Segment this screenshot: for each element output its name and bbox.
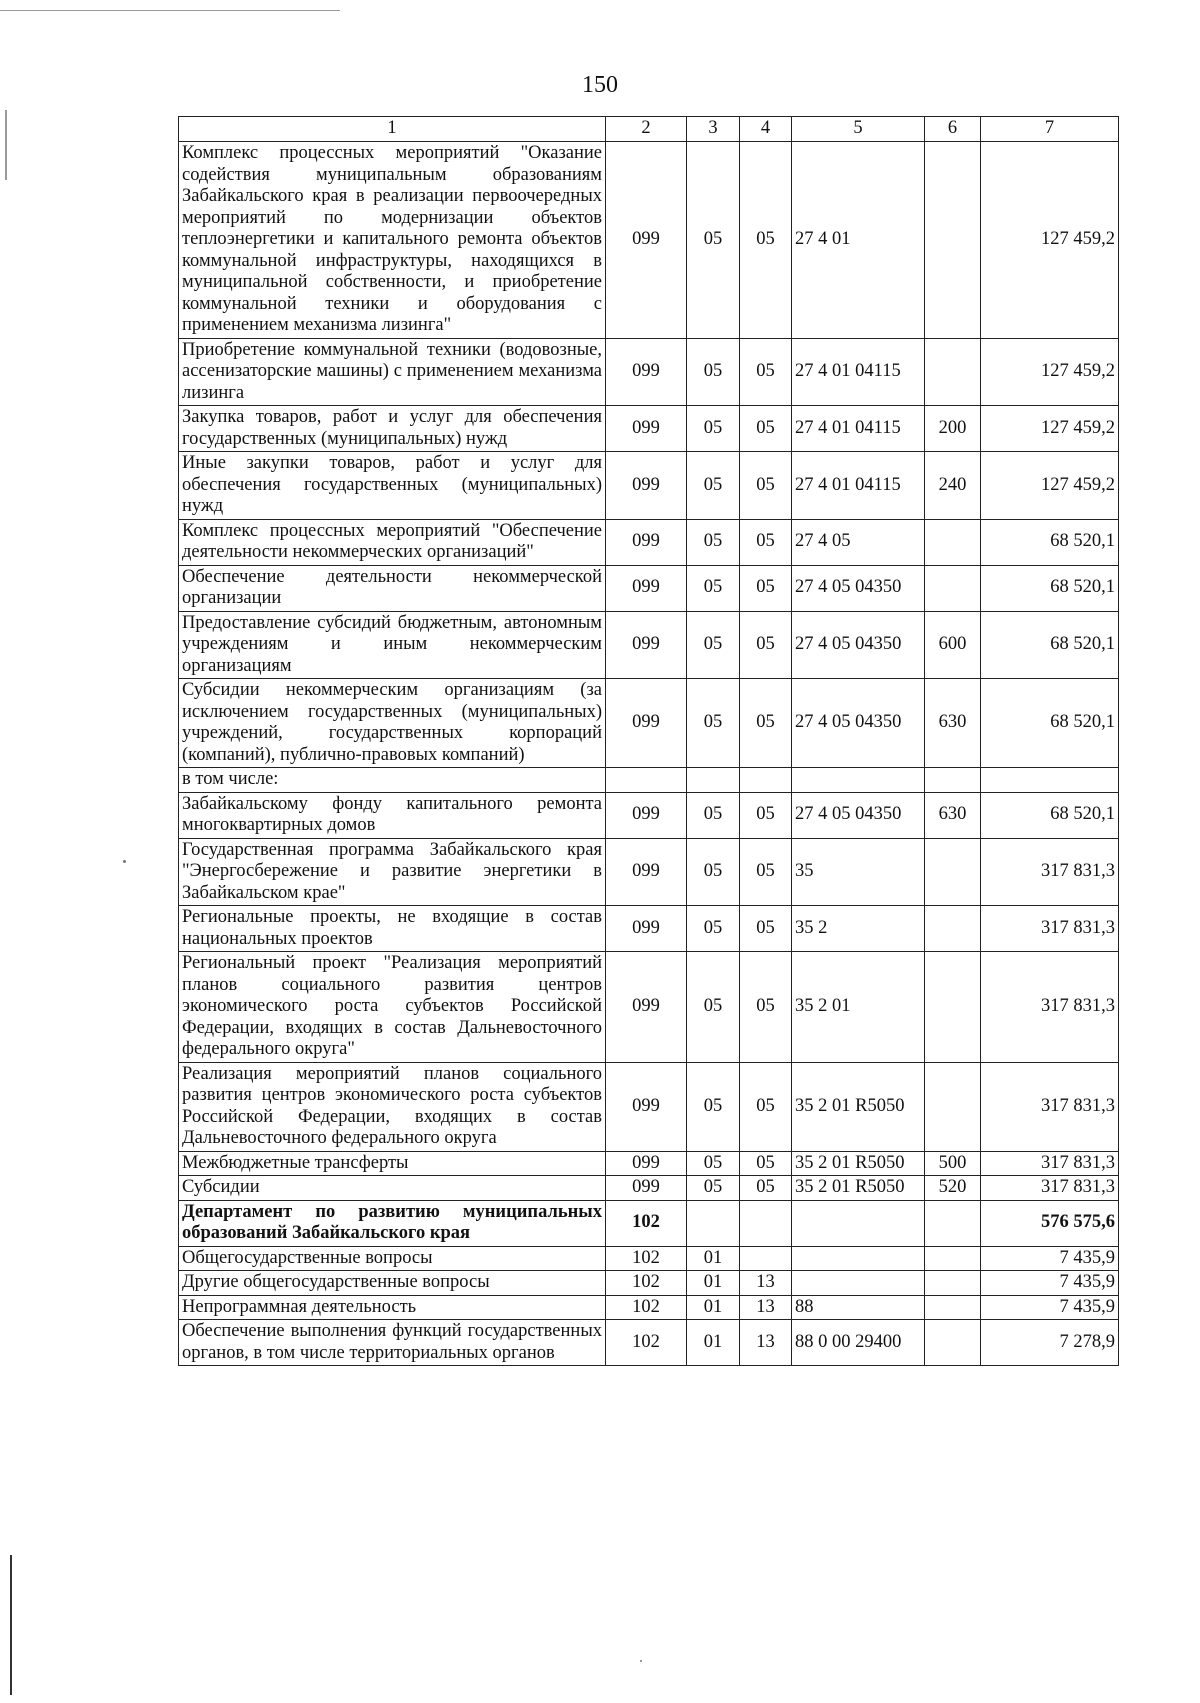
table-row — [179, 142, 1119, 339]
amount-cell: 7 435,9 — [981, 1271, 1119, 1296]
target-article-cell: 27 4 05 04350 — [792, 792, 925, 838]
target-article-cell: 27 4 05 04350 — [792, 565, 925, 611]
expense-type-cell: 200 — [925, 406, 981, 452]
target-article-cell: 27 4 01 04115 — [792, 338, 925, 406]
expense-type-cell — [925, 1246, 981, 1271]
section-code-cell: 01 — [687, 1246, 740, 1271]
subsection-code-cell: 13 — [740, 1271, 792, 1296]
table-row — [179, 838, 1119, 906]
page-number: 150 — [582, 72, 618, 98]
amount-cell: 317 831,3 — [981, 1062, 1119, 1151]
row-name-cell: в том числе: — [179, 768, 606, 793]
scan-speck — [640, 1660, 642, 1662]
table-row — [179, 679, 1119, 768]
amount-cell: 68 520,1 — [981, 519, 1119, 565]
department-code-cell: 102 — [606, 1320, 687, 1366]
department-code-cell: 099 — [606, 838, 687, 906]
subsection-code-cell: 05 — [740, 838, 792, 906]
row-name-cell: Субсидии — [179, 1176, 606, 1201]
department-code-cell: 099 — [606, 952, 687, 1063]
row-name-cell: Забайкальскому фонду капитального ремонта многоквартирных домов — [179, 792, 606, 838]
department-code-cell: 099 — [606, 1062, 687, 1151]
subsection-code-cell: 05 — [740, 452, 792, 520]
row-name-cell: Приобретение коммунальной техники (водовозные, ассенизаторские машины) с применением механизма лизинга — [179, 338, 606, 406]
section-code-cell: 05 — [687, 565, 740, 611]
column-header: 6 — [925, 117, 981, 142]
table-row — [179, 792, 1119, 838]
section-code-cell: 05 — [687, 406, 740, 452]
subsection-code-cell — [740, 768, 792, 793]
subsection-code-cell: 13 — [740, 1295, 792, 1320]
section-code-cell: 05 — [687, 679, 740, 768]
expense-type-cell: 240 — [925, 452, 981, 520]
department-code-cell: 102 — [606, 1246, 687, 1271]
table-row — [179, 611, 1119, 679]
row-name-cell: Иные закупки товаров, работ и услуг для обеспечения государственных (муниципальных) нужд — [179, 452, 606, 520]
department-code-cell: 102 — [606, 1200, 687, 1246]
expense-type-cell: 600 — [925, 611, 981, 679]
table-row — [179, 406, 1119, 452]
target-article-cell: 35 — [792, 838, 925, 906]
subsection-code-cell: 05 — [740, 1062, 792, 1151]
expense-type-cell: 630 — [925, 679, 981, 768]
expense-type-cell — [925, 519, 981, 565]
section-code-cell: 05 — [687, 792, 740, 838]
amount-cell: 68 520,1 — [981, 792, 1119, 838]
subsection-code-cell: 05 — [740, 611, 792, 679]
subsection-code-cell: 05 — [740, 792, 792, 838]
amount-cell: 68 520,1 — [981, 679, 1119, 768]
expense-type-cell — [925, 906, 981, 952]
department-code-cell: 099 — [606, 406, 687, 452]
section-code-cell — [687, 1200, 740, 1246]
scan-edge-line-left-lower — [10, 1555, 12, 1695]
amount-cell: 7 435,9 — [981, 1295, 1119, 1320]
amount-cell: 317 831,3 — [981, 906, 1119, 952]
department-code-cell: 099 — [606, 679, 687, 768]
expense-type-cell: 630 — [925, 792, 981, 838]
table-row — [179, 906, 1119, 952]
row-name-cell: Государственная программа Забайкальского края "Энергосбережение и развитие энергетики в Забайкальском крае" — [179, 838, 606, 906]
table-row — [179, 768, 1119, 793]
target-article-cell: 35 2 01 R5050 — [792, 1062, 925, 1151]
subsection-code-cell — [740, 1246, 792, 1271]
target-article-cell: 88 — [792, 1295, 925, 1320]
scan-edge-line-top — [0, 10, 340, 11]
section-code-cell: 01 — [687, 1271, 740, 1296]
department-code-cell: 099 — [606, 1151, 687, 1176]
department-code-cell: 102 — [606, 1295, 687, 1320]
subsection-code-cell: 05 — [740, 338, 792, 406]
expense-type-cell — [925, 142, 981, 339]
target-article-cell — [792, 1271, 925, 1296]
amount-cell — [981, 768, 1119, 793]
section-code-cell: 05 — [687, 1176, 740, 1201]
column-header: 2 — [606, 117, 687, 142]
row-name-cell: Предоставление субсидий бюджетным, автономным учреждениям и иным некоммерческим организациям — [179, 611, 606, 679]
amount-cell: 317 831,3 — [981, 952, 1119, 1063]
target-article-cell: 35 2 01 — [792, 952, 925, 1063]
target-article-cell: 27 4 01 04115 — [792, 452, 925, 520]
target-article-cell: 35 2 01 R5050 — [792, 1151, 925, 1176]
section-code-cell — [687, 768, 740, 793]
row-name-cell: Закупка товаров, работ и услуг для обеспечения государственных (муниципальных) нужд — [179, 406, 606, 452]
expense-type-cell — [925, 1200, 981, 1246]
department-code-cell: 099 — [606, 906, 687, 952]
target-article-cell: 88 0 00 29400 — [792, 1320, 925, 1366]
subsection-code-cell: 05 — [740, 565, 792, 611]
column-header: 4 — [740, 117, 792, 142]
row-name-cell: Другие общегосударственные вопросы — [179, 1271, 606, 1296]
amount-cell: 317 831,3 — [981, 838, 1119, 906]
target-article-cell: 35 2 — [792, 906, 925, 952]
target-article-cell: 27 4 05 — [792, 519, 925, 565]
amount-cell: 7 278,9 — [981, 1320, 1119, 1366]
subsection-code-cell: 05 — [740, 1151, 792, 1176]
section-code-cell: 05 — [687, 1151, 740, 1176]
budget-table — [178, 116, 1119, 1366]
row-name-cell: Субсидии некоммерческим организациям (за исключением государственных (муниципальных) учреждений, государственных корпораций (компаний), публично-правовых компаний) — [179, 679, 606, 768]
target-article-cell: 27 4 01 — [792, 142, 925, 339]
expense-type-cell — [925, 952, 981, 1063]
target-article-cell — [792, 1200, 925, 1246]
amount-cell: 127 459,2 — [981, 452, 1119, 520]
department-code-cell — [606, 768, 687, 793]
amount-cell: 7 435,9 — [981, 1246, 1119, 1271]
table-row — [179, 565, 1119, 611]
subsection-code-cell: 05 — [740, 142, 792, 339]
subsection-code-cell — [740, 1200, 792, 1246]
subsection-code-cell: 05 — [740, 952, 792, 1063]
amount-cell: 576 575,6 — [981, 1200, 1119, 1246]
row-name-cell: Реализация мероприятий планов социального развития центров экономического роста субъектов Российской Федерации, входящих в состав Дальневосточного федерального округа — [179, 1062, 606, 1151]
expense-type-cell — [925, 565, 981, 611]
amount-cell: 68 520,1 — [981, 611, 1119, 679]
amount-cell: 127 459,2 — [981, 142, 1119, 339]
subsection-code-cell: 13 — [740, 1320, 792, 1366]
department-code-cell: 102 — [606, 1271, 687, 1296]
section-code-cell: 01 — [687, 1295, 740, 1320]
expense-type-cell — [925, 1062, 981, 1151]
table-row — [179, 1200, 1119, 1246]
subsection-code-cell: 05 — [740, 519, 792, 565]
department-code-cell: 099 — [606, 792, 687, 838]
section-code-cell: 05 — [687, 142, 740, 339]
department-code-cell: 099 — [606, 338, 687, 406]
subsection-code-cell: 05 — [740, 679, 792, 768]
row-name-cell: Непрограммная деятельность — [179, 1295, 606, 1320]
expense-type-cell — [925, 768, 981, 793]
expense-type-cell — [925, 1320, 981, 1366]
amount-cell: 127 459,2 — [981, 406, 1119, 452]
department-code-cell: 099 — [606, 519, 687, 565]
section-code-cell: 05 — [687, 838, 740, 906]
section-code-cell: 05 — [687, 452, 740, 520]
row-name-cell: Обеспечение выполнения функций государственных органов, в том числе территориальных органов — [179, 1320, 606, 1366]
table-row — [179, 338, 1119, 406]
subsection-code-cell: 05 — [740, 406, 792, 452]
table-row — [179, 1151, 1119, 1176]
target-article-cell: 27 4 01 04115 — [792, 406, 925, 452]
row-name-cell: Региональный проект "Реализация мероприятий планов социального развития центров экономического роста субъектов Российской Федерации, входящих в состав Дальневосточного федерального округа" — [179, 952, 606, 1063]
table-row — [179, 1062, 1119, 1151]
department-code-cell: 099 — [606, 565, 687, 611]
expense-type-cell — [925, 1295, 981, 1320]
column-header: 5 — [792, 117, 925, 142]
expense-type-cell: 500 — [925, 1151, 981, 1176]
table-row — [179, 1320, 1119, 1366]
expense-type-cell — [925, 338, 981, 406]
column-header: 3 — [687, 117, 740, 142]
section-code-cell: 05 — [687, 952, 740, 1063]
table-row — [179, 1295, 1119, 1320]
expense-type-cell: 520 — [925, 1176, 981, 1201]
column-header: 7 — [981, 117, 1119, 142]
section-code-cell: 01 — [687, 1320, 740, 1366]
section-code-cell: 05 — [687, 1062, 740, 1151]
table-row — [179, 952, 1119, 1063]
table-row — [179, 1246, 1119, 1271]
row-name-cell: Комплекс процессных мероприятий "Обеспечение деятельности некоммерческих организаций" — [179, 519, 606, 565]
section-code-cell: 05 — [687, 611, 740, 679]
row-name-cell: Комплекс процессных мероприятий "Оказание содействия муниципальным образованиям Забайкальского края в реализации первоочередных мероприятий по модернизации объектов теплоэнергетики и капитального ремонта объектов коммунальной инфраструктуры, находящихся в муниципальной собственности, и приобретение коммунальной техники и оборудования с применением механизма лизинга" — [179, 142, 606, 339]
subsection-code-cell: 05 — [740, 1176, 792, 1201]
scan-speck — [123, 860, 126, 863]
column-header: 1 — [179, 117, 606, 142]
target-article-cell: 27 4 05 04350 — [792, 679, 925, 768]
subsection-code-cell: 05 — [740, 906, 792, 952]
amount-cell: 68 520,1 — [981, 565, 1119, 611]
row-name-cell: Департамент по развитию муниципальных образований Забайкальского края — [179, 1200, 606, 1246]
target-article-cell: 35 2 01 R5050 — [792, 1176, 925, 1201]
department-code-cell: 099 — [606, 1176, 687, 1201]
row-name-cell: Региональные проекты, не входящие в состав национальных проектов — [179, 906, 606, 952]
section-code-cell: 05 — [687, 519, 740, 565]
row-name-cell: Обеспечение деятельности некоммерческой организации — [179, 565, 606, 611]
expense-type-cell — [925, 838, 981, 906]
table-row — [179, 1271, 1119, 1296]
section-code-cell: 05 — [687, 338, 740, 406]
table-row — [179, 519, 1119, 565]
table-row — [179, 452, 1119, 520]
table-row — [179, 1176, 1119, 1201]
department-code-cell: 099 — [606, 142, 687, 339]
target-article-cell — [792, 768, 925, 793]
scan-edge-line-left — [5, 110, 7, 180]
row-name-cell: Общегосударственные вопросы — [179, 1246, 606, 1271]
amount-cell: 127 459,2 — [981, 338, 1119, 406]
expense-type-cell — [925, 1271, 981, 1296]
target-article-cell: 27 4 05 04350 — [792, 611, 925, 679]
section-code-cell: 05 — [687, 906, 740, 952]
amount-cell: 317 831,3 — [981, 1151, 1119, 1176]
department-code-cell: 099 — [606, 452, 687, 520]
row-name-cell: Межбюджетные трансферты — [179, 1151, 606, 1176]
target-article-cell — [792, 1246, 925, 1271]
amount-cell: 317 831,3 — [981, 1176, 1119, 1201]
table-header-row — [179, 117, 1119, 142]
department-code-cell: 099 — [606, 611, 687, 679]
